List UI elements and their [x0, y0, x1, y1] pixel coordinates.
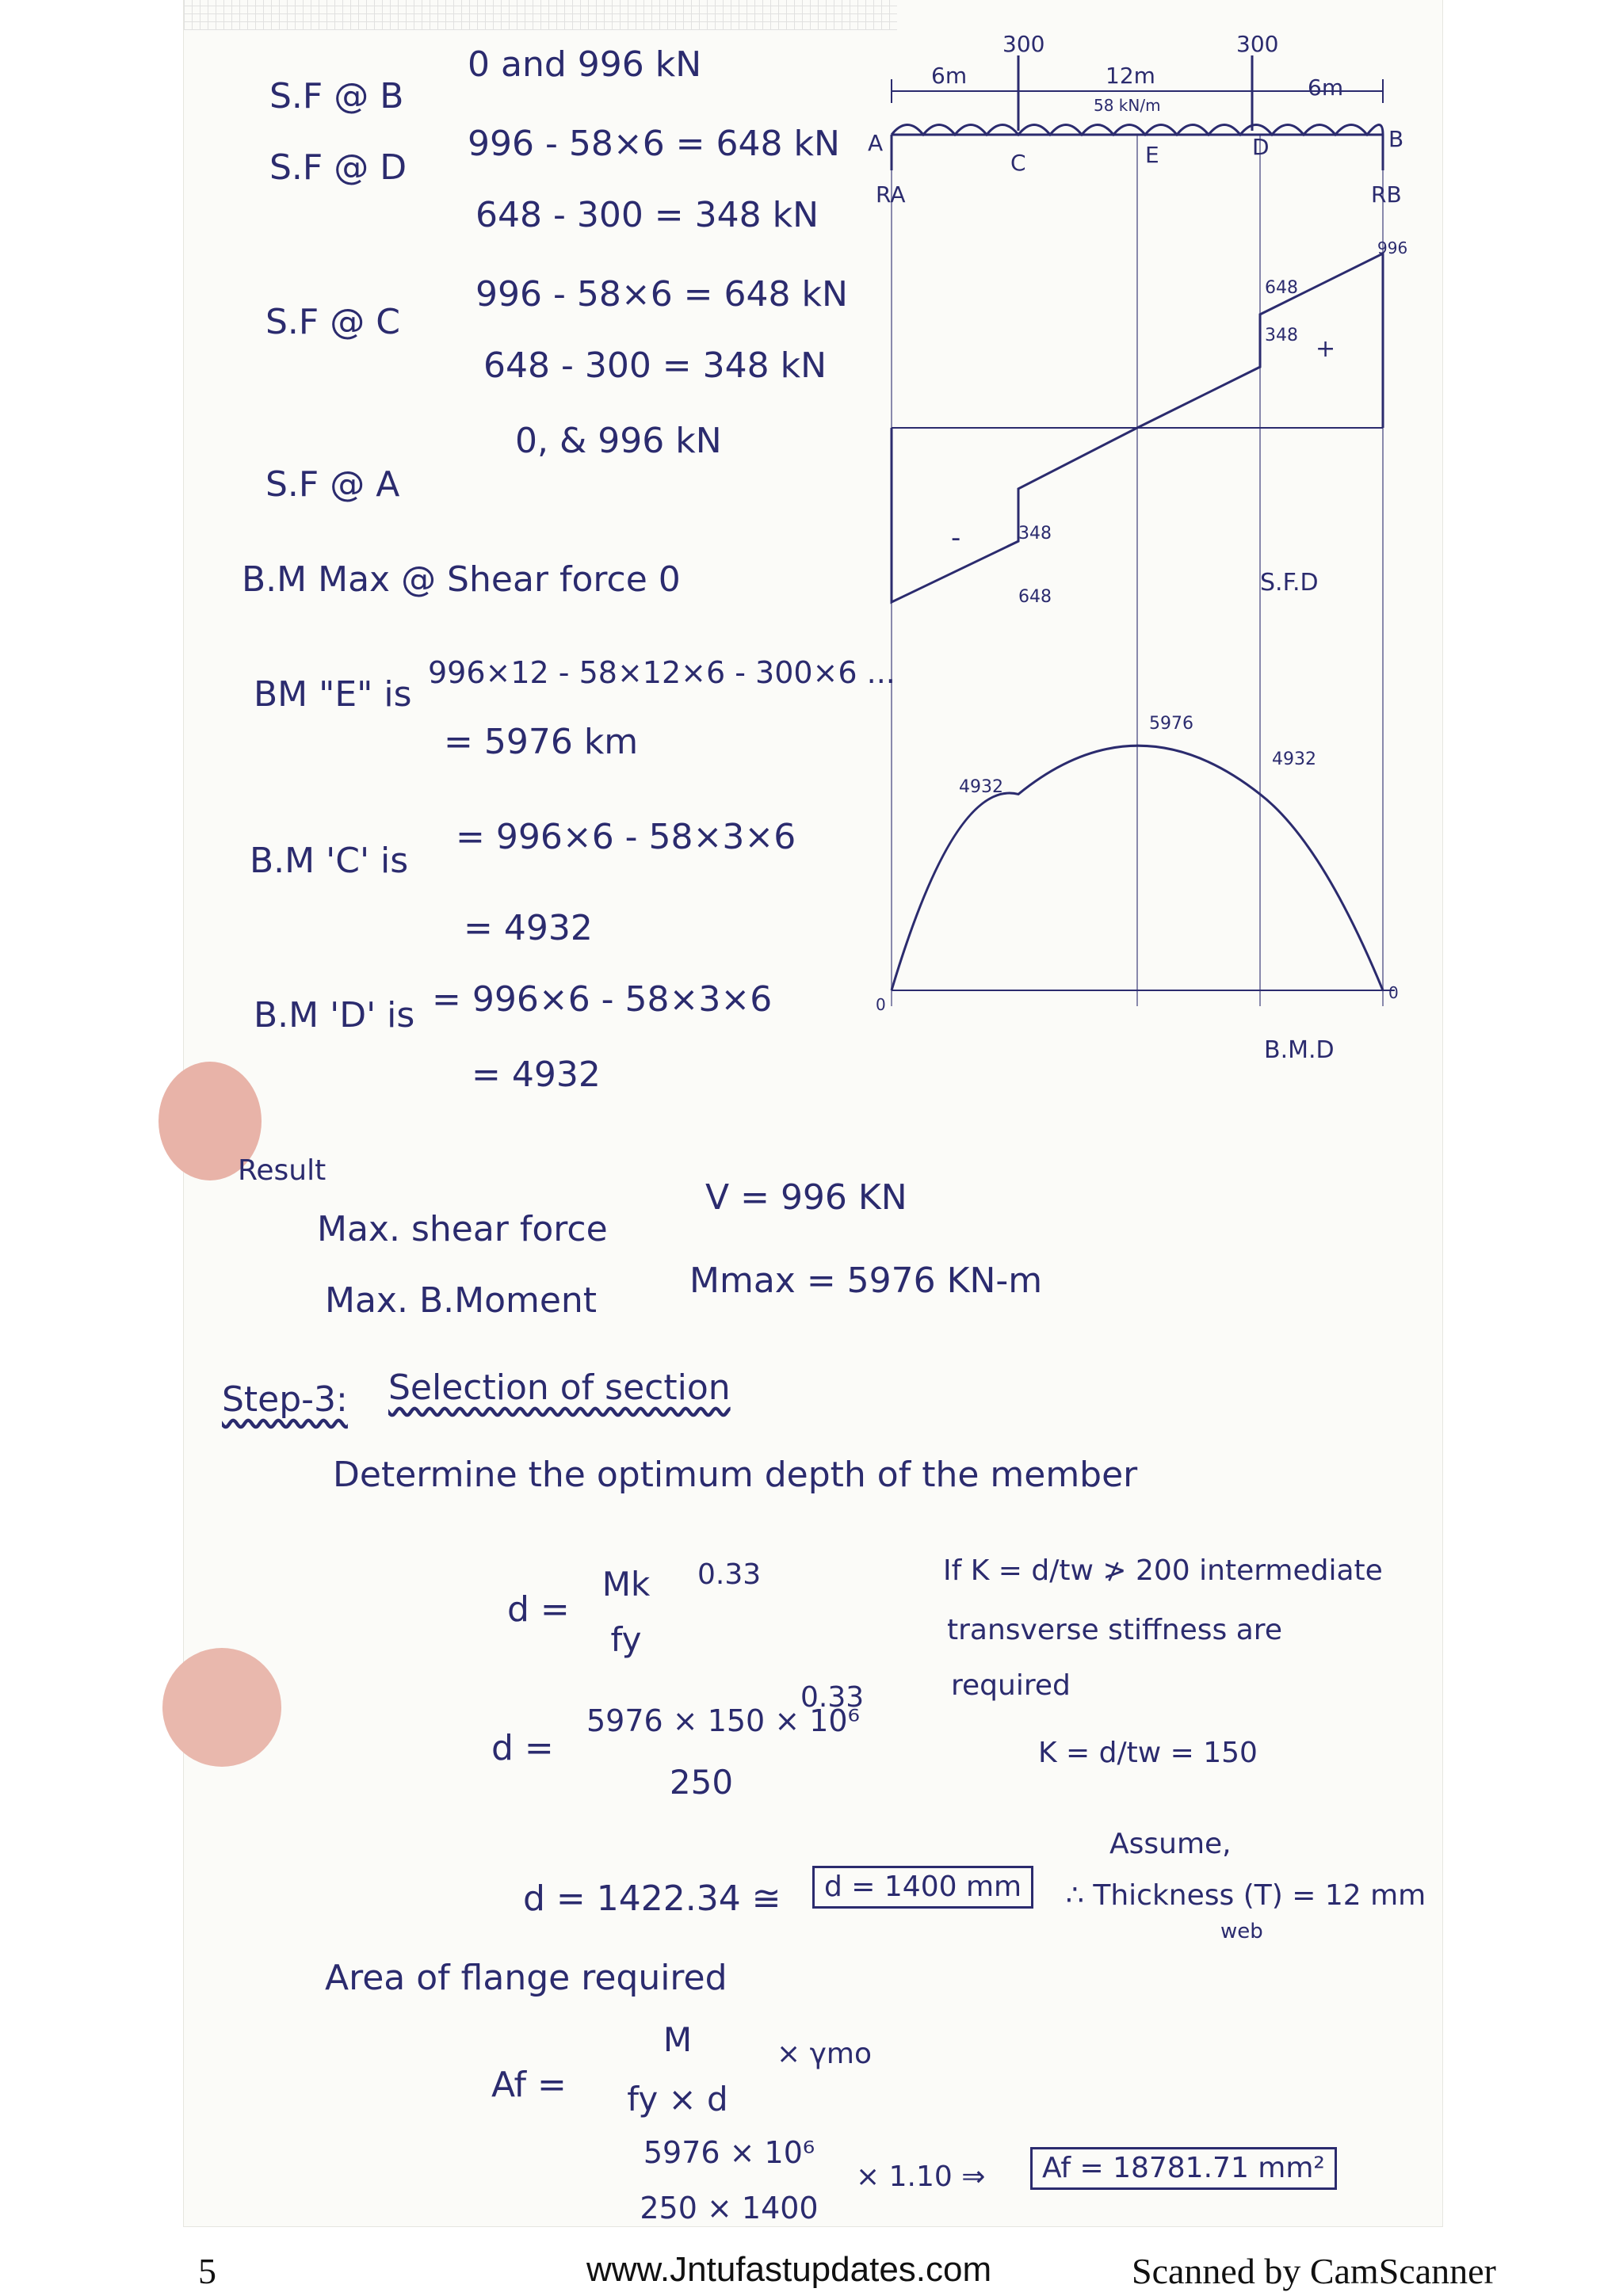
note-line3: required: [951, 1669, 1071, 1702]
sub-lhs: d =: [491, 1728, 554, 1768]
sf-b-value: 0 and 996 kN: [468, 44, 702, 85]
max-moment-label: Max. B.Moment: [325, 1280, 598, 1321]
max-moment-value: Mmax = 5976 KN-m: [689, 1261, 1043, 1301]
formula-lhs: d =: [507, 1589, 570, 1630]
step3-heading: Step-3:: [222, 1379, 348, 1420]
bm-c-line1: = 996×6 - 58×3×6: [456, 817, 796, 857]
sf-d-label: S.F @ D: [269, 147, 407, 188]
sf-d-line2: 648 - 300 = 348 kN: [475, 195, 819, 235]
thickness: ∴ Thickness (T) = 12 mm: [1066, 1879, 1426, 1912]
formula-exp: 0.33: [697, 1558, 762, 1591]
sfd-v348-left: 348: [1018, 524, 1052, 543]
udl-label: 58 kN/m: [1094, 96, 1161, 115]
pt-d: D: [1252, 134, 1270, 160]
sf-b-label: S.F @ B: [269, 76, 404, 116]
note-line2: transverse stiffness are: [947, 1614, 1282, 1646]
udl-arcs: [892, 125, 1383, 135]
k-eq: K = d/tw = 150: [1038, 1737, 1258, 1769]
website: www.Jntufastupdates.com: [586, 2250, 992, 2289]
sf-a-label: S.F @ A: [265, 464, 400, 505]
bm-c-result: = 4932: [464, 908, 593, 948]
load-300-right: 300: [1236, 31, 1279, 57]
thickness-web: web: [1220, 1920, 1263, 1943]
span-right: 6m: [1308, 74, 1344, 101]
af-den: fy × d: [627, 2080, 728, 2119]
sf-a-value: 0, & 996 kN: [515, 421, 722, 461]
sfd-v348-right: 348: [1265, 326, 1298, 345]
results-heading: Result: [238, 1154, 327, 1187]
note-line1: If K = d/tw ≯ 200 intermediate: [943, 1554, 1383, 1587]
sfd-minus: -: [951, 522, 961, 554]
flange-heading: Area of flange required: [325, 1958, 727, 1998]
max-shear-value: V = 996 KN: [705, 1177, 907, 1218]
af-label: Af =: [491, 2065, 567, 2105]
bm-d-label: B.M 'D' is: [254, 995, 415, 1035]
bm-c-label: B.M 'C' is: [250, 841, 409, 881]
sub-den: 250: [669, 1763, 734, 1802]
af-factor: × γmo: [777, 2038, 873, 2070]
bmd-zero-right: 0: [1388, 983, 1399, 1002]
sub-exp: 0.33: [800, 1681, 865, 1714]
pt-c: C: [1010, 150, 1026, 176]
sfd-v648-right: 648: [1265, 278, 1298, 298]
sf-d-line1: 996 - 58×6 = 648 kN: [468, 124, 840, 164]
formula-den: fy: [610, 1620, 642, 1659]
scanner-credit: Scanned by CamScanner: [1132, 2251, 1496, 2291]
sfd-v648-left: 648: [1018, 587, 1052, 607]
formula-num: Mk: [601, 1565, 651, 1604]
af-boxed: Af = 18781.71 mm²: [1030, 2147, 1337, 2190]
bmd-right-val: 4932: [1272, 749, 1316, 769]
load-300-left: 300: [1002, 31, 1045, 57]
span-left: 6m: [931, 63, 968, 89]
pt-a: A: [868, 130, 884, 156]
max-shear-label: Max. shear force: [317, 1209, 608, 1249]
af-sub-den: 250 × 1400: [640, 2191, 819, 2225]
page-number: 5: [198, 2251, 216, 2291]
sf-c-line1: 996 - 58×6 = 648 kN: [475, 274, 848, 315]
sf-c-label: S.F @ C: [265, 302, 400, 342]
sfd-plus: +: [1316, 335, 1336, 363]
bmd-zero-left: 0: [876, 995, 886, 1014]
sub-num: 5976 × 150 × 10⁶: [586, 1703, 860, 1738]
d-boxed: d = 1400 mm: [812, 1866, 1033, 1909]
bmd-label: B.M.D: [1264, 1036, 1335, 1064]
span-mid: 12m: [1106, 63, 1155, 89]
bm-e-line1: 996×12 - 58×12×6 - 300×6 ...: [428, 655, 896, 690]
pt-e: E: [1145, 142, 1159, 168]
step3-intro: Determine the optimum depth of the member: [333, 1455, 1138, 1495]
bm-d-line1: = 996×6 - 58×3×6: [432, 979, 773, 1020]
rb-label: RB: [1371, 181, 1402, 208]
d-result: d = 1422.34 ≅: [523, 1878, 781, 1919]
bm-max-note: B.M Max @ Shear force 0: [242, 559, 681, 600]
step3-title: Selection of section: [388, 1367, 731, 1408]
bm-e-label: BM "E" is: [254, 674, 412, 715]
bm-d-result: = 4932: [472, 1055, 601, 1095]
sfd-v996: 996: [1377, 238, 1408, 257]
sfd-label: S.F.D: [1260, 569, 1319, 597]
assume: Assume,: [1109, 1828, 1232, 1860]
bmd-peak: 5976: [1149, 714, 1193, 734]
ra-label: RA: [876, 181, 906, 208]
bm-e-result: = 5976 km: [444, 722, 639, 762]
sf-c-line2: 648 - 300 = 348 kN: [483, 345, 827, 386]
af-sub-factor: × 1.10 ⇒: [856, 2161, 986, 2193]
pt-b: B: [1388, 126, 1404, 152]
af-num: M: [663, 2020, 693, 2059]
af-sub-num: 5976 × 10⁶: [643, 2135, 815, 2170]
bmd-left-val: 4932: [959, 777, 1003, 797]
